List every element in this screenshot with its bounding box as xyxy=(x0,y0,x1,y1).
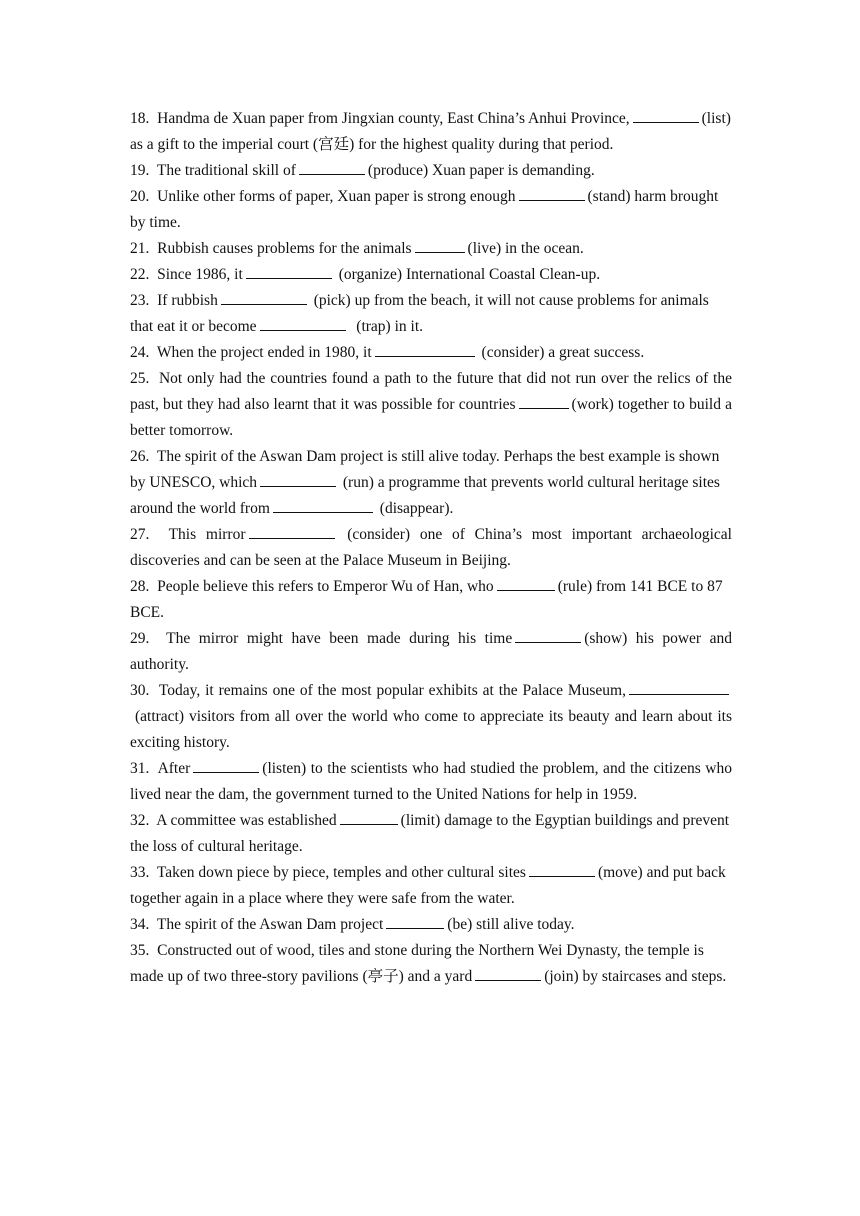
question-text: (produce) Xuan paper is demanding. xyxy=(367,162,595,179)
question-text: (rule) from 141 BCE to 87 BCE. xyxy=(130,578,727,621)
question-35 xyxy=(130,938,732,990)
answer-blank[interactable] xyxy=(386,912,444,929)
question-number: 28. xyxy=(130,578,150,595)
question-number: 19. xyxy=(130,162,150,179)
question-number: 21. xyxy=(130,240,150,257)
question-text: (trap) in it. xyxy=(356,318,423,335)
question-number: 18. xyxy=(130,110,150,127)
question-text: (limit) damage to the Egyptian buildings and prevent the loss of cultural heritage. xyxy=(130,812,733,855)
question-24 xyxy=(130,340,732,366)
question-text: (live) in the ocean. xyxy=(467,240,584,257)
question-text: (attract) visitors from all over the world who come to appreciate its beauty and learn about its exciting history. xyxy=(130,708,736,751)
question-text: A committee was established xyxy=(156,812,337,829)
question-number: 35. xyxy=(130,942,150,959)
question-number: 25. xyxy=(130,370,150,387)
question-text: (consider) one of China’s most important archaeological discoveries and can be seen at the Palace Museum in Beijing. xyxy=(130,526,736,569)
question-text: The traditional skill of xyxy=(156,162,296,179)
question-text: (consider) a great success. xyxy=(481,344,645,361)
question-number: 23. xyxy=(130,292,150,309)
question-23 xyxy=(130,288,732,340)
question-number: 22. xyxy=(130,266,150,283)
question-27 xyxy=(130,522,736,574)
question-text: (move) and put back together again in a place where they were safe from the water. xyxy=(130,864,730,907)
answer-blank[interactable] xyxy=(633,106,699,123)
exercise-page xyxy=(130,106,736,990)
answer-blank[interactable] xyxy=(497,574,555,591)
question-text: (join) by staircases and steps. xyxy=(544,968,727,985)
answer-blank[interactable] xyxy=(529,860,595,877)
question-19 xyxy=(130,158,732,184)
answer-blank[interactable] xyxy=(515,626,581,643)
question-text: (run) a programme that prevents world cultural heritage sites around the world from xyxy=(130,474,724,517)
answer-blank[interactable] xyxy=(260,314,346,331)
question-number: 30. xyxy=(130,682,150,699)
question-text: (work) together to build a better tomorrow. xyxy=(130,396,736,439)
answer-blank[interactable] xyxy=(629,678,729,695)
question-number: 20. xyxy=(130,188,150,205)
question-20 xyxy=(130,184,732,236)
question-text: (be) still alive today. xyxy=(447,916,575,933)
question-text: (show) his power and authority. xyxy=(130,630,736,673)
question-31 xyxy=(130,756,736,808)
question-number: 26. xyxy=(130,448,150,465)
answer-blank[interactable] xyxy=(415,236,465,253)
question-text: After xyxy=(157,760,191,777)
question-number: 24. xyxy=(130,344,150,361)
question-22 xyxy=(130,262,732,288)
question-text: Unlike other forms of paper, Xuan paper is strong enough xyxy=(157,188,516,205)
question-text: (listen) to the scientists who had studied the problem, and the citizens who lived near the dam, the government turned to the United Nations for help in 1959. xyxy=(130,760,736,803)
question-18 xyxy=(130,106,735,158)
question-26 xyxy=(130,444,732,522)
answer-blank[interactable] xyxy=(193,756,259,773)
question-text: The spirit of the Aswan Dam project xyxy=(156,916,384,933)
question-number: 34. xyxy=(130,916,150,933)
question-25 xyxy=(130,366,736,444)
question-text: The mirror might have been made during his time xyxy=(166,630,513,647)
answer-blank[interactable] xyxy=(273,496,373,513)
question-28 xyxy=(130,574,732,626)
question-number: 32. xyxy=(130,812,150,829)
question-text: Taken down piece by piece, temples and other cultural sites xyxy=(156,864,526,881)
question-text: (organize) International Coastal Clean-up. xyxy=(338,266,601,283)
answer-blank[interactable] xyxy=(260,470,336,487)
question-text: Today, it remains one of the most popular exhibits at the Palace Museum, xyxy=(158,682,626,699)
answer-blank[interactable] xyxy=(299,158,365,175)
question-text: The spirit of the Aswan Dam project is still alive today. Perhaps the best example is shown by UNESCO, which xyxy=(130,448,724,491)
question-text: (disappear). xyxy=(379,500,454,517)
question-21 xyxy=(130,236,732,262)
question-number: 31. xyxy=(130,760,150,777)
answer-blank[interactable] xyxy=(221,288,307,305)
question-text: Rubbish causes problems for the animals xyxy=(157,240,412,257)
question-text: (list) as a gift to the imperial court (宫廷) for the highest quality during that period. xyxy=(130,110,735,153)
answer-blank[interactable] xyxy=(519,392,569,409)
question-text: If rubbish xyxy=(157,292,218,309)
question-text: Since 1986, it xyxy=(157,266,243,283)
question-text: Handma de Xuan paper from Jingxian county, East China’s Anhui Province, xyxy=(157,110,630,127)
question-32 xyxy=(130,808,732,860)
question-number: 27. xyxy=(130,526,150,543)
question-text: (pick) up from the beach, it will not cause problems for animals that eat it or become xyxy=(130,292,713,335)
answer-blank[interactable] xyxy=(375,340,475,357)
answer-blank[interactable] xyxy=(246,262,332,279)
answer-blank[interactable] xyxy=(475,964,541,981)
question-29 xyxy=(130,626,736,678)
question-text: (stand) harm brought by time. xyxy=(130,188,723,231)
question-text: Constructed out of wood, tiles and stone during the Northern Wei Dynasty, the temple is made up of two three-story pavilions (亭子) and a yard xyxy=(130,942,708,985)
question-text: People believe this refers to Emperor Wu of Han, who xyxy=(157,578,494,595)
answer-blank[interactable] xyxy=(249,522,335,539)
answer-blank[interactable] xyxy=(340,808,398,825)
question-30 xyxy=(130,678,736,756)
question-number: 33. xyxy=(130,864,150,881)
question-text: This mirror xyxy=(168,526,246,543)
answer-blank[interactable] xyxy=(519,184,585,201)
question-text: Not only had the countries found a path to the future that did not run over the relics of the past, but they had also learnt that it was possible for countries xyxy=(130,370,736,413)
question-34 xyxy=(130,912,732,938)
question-33 xyxy=(130,860,732,912)
question-text: When the project ended in 1980, it xyxy=(156,344,372,361)
question-number: 29. xyxy=(130,630,150,647)
